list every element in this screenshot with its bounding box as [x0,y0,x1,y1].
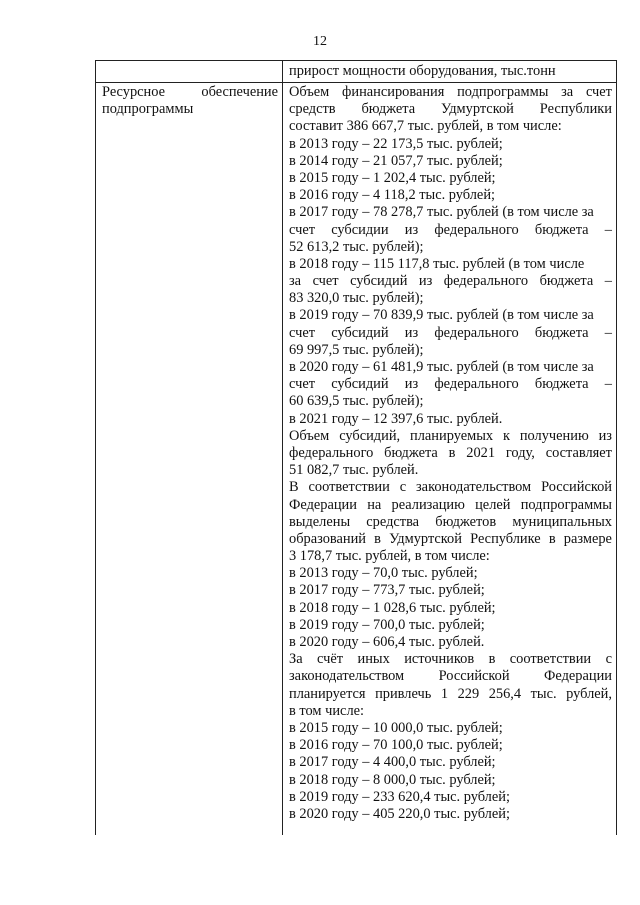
content-word: субсидии [331,221,389,238]
content-word: с [399,479,407,496]
content-word: планируется [289,685,366,702]
row-label-line-2: подпрограммы [102,101,194,118]
content-line [289,497,612,514]
content-line: в 2017 году – 4 400,0 тыс. рублей; [289,754,496,771]
content-line: в 2018 году – 1 028,6 тыс. рублей; [289,599,496,616]
content-line: в 2018 году – 8 000,0 тыс. рублей; [289,771,496,788]
content-word: счет [585,84,612,100]
content-word: 2021 [466,444,496,461]
content-word: году, [505,444,535,461]
content-line [289,84,612,101]
content-word: подпрограммы [520,496,612,513]
content-word: Объем [289,84,330,100]
content-line: 69 997,5 тыс. рублей); [289,341,424,358]
column-divider [282,60,283,835]
content-word: в [448,444,456,461]
content-word: – [604,376,612,393]
content-word: рублей, [566,685,612,702]
content-word: в [488,651,496,668]
content-line [289,668,612,685]
content-word: В [289,479,299,496]
content-word: бюджета [534,376,589,393]
content-word: счет [289,221,316,238]
content-line: в 2020 году – 606,4 тыс. рублей. [289,634,485,650]
content-word: с [605,651,612,668]
content-word: из [404,324,419,341]
content-word: субсидий [350,273,408,290]
content-word: Удмуртской [389,530,462,547]
content-line: 51 082,7 тыс. рублей. [289,462,419,479]
content-word: из [418,273,433,290]
content-word: получению [519,427,589,444]
content-word: иных [357,651,390,668]
content-word: бюджета [539,273,594,290]
content-line: в 2015 году – 1 202,4 тыс. рублей; [289,169,496,186]
content-line: в 2016 году – 4 118,2 тыс. рублей; [289,187,496,204]
content-word: выделены [289,513,351,530]
content-word: за [561,84,574,100]
content-word: в [548,530,556,547]
content-word: Федерации [289,496,357,513]
content-line: в 2019 году – 700,0 тыс. рублей; [289,616,485,633]
content-word: подпрограммы [457,84,549,100]
content-word: законодательством [289,668,405,685]
content-line [289,273,612,290]
content-line [289,222,612,239]
content-word: бюджета [534,221,589,238]
content-word: счет [312,273,339,290]
content-word: федерального [434,221,519,238]
content-line [289,325,612,342]
content-line: в 2020 году – 405 220,0 тыс. рублей; [289,805,510,822]
content-line: 3 178,7 тыс. рублей, в том числе: [289,548,490,565]
content-word: соответствии [308,479,390,496]
content-word: на [367,496,382,513]
content-line [289,531,612,548]
content-line: 83 320,0 тыс. рублей); [289,290,424,307]
previous-row-value: прирост мощности оборудования, тыс.тонн [289,63,556,79]
content-word: финансирования [342,84,445,100]
content-line [289,376,612,393]
content-word: привлечь [375,685,432,702]
content-word: – [604,221,612,238]
content-word: федерального [434,376,519,393]
row-label-word: обеспечение [201,84,278,100]
content-word: счет [289,376,316,393]
content-line: в 2019 году – 233 620,4 тыс. рублей; [289,788,510,805]
content-word: муниципальных [512,513,612,530]
content-word: 256,4 [488,685,522,702]
content-word: За [289,651,303,668]
content-word: средства [366,513,420,530]
row-label [102,84,278,118]
content-word: федерального [443,273,529,290]
content-line: в 2017 году – 773,7 тыс. рублей; [289,582,485,599]
content-word: бюджета [534,324,589,341]
content-line [289,651,612,668]
content-line [289,686,612,703]
content-word: источников [404,651,475,668]
content-word: Российской [541,479,612,496]
row-label-line-1 [102,84,278,101]
content-word: средств [289,101,336,118]
content-line: в 2013 году – 70,0 тыс. рублей; [289,565,478,582]
content-word: законодательством [416,479,532,496]
content-line [289,445,612,462]
row-content [289,84,612,823]
row-divider [96,82,616,83]
content-line: составит 386 667,7 тыс. рублей, в том числе: [289,118,562,135]
content-word: субсидий [331,376,389,393]
content-word: из [598,427,612,444]
content-line: в 2019 году – 70 839,9 тыс. рублей (в том числе за [289,307,594,324]
content-line: 60 639,5 тыс. рублей); [289,393,424,410]
content-word: из [404,221,419,238]
content-word: образований [289,530,366,547]
content-word: планируемых [410,427,494,444]
content-word: субсидий, [339,427,401,444]
content-line [289,101,612,118]
content-word: к [502,427,510,444]
content-word: Объем [289,427,330,444]
content-word: соответствии [509,651,592,668]
content-line: в 2020 году – 61 481,9 тыс. рублей (в том числе за [289,359,594,375]
content-word: субсидий [331,324,389,341]
content-word: 1 [440,685,449,702]
row-label-word: Ресурсное [102,84,165,100]
content-word: из [404,376,419,393]
content-word: Российской [438,668,510,685]
content-word: счёт [317,651,344,668]
content-line: в 2017 году – 78 278,7 тыс. рублей (в том числе за [289,204,594,221]
content-word: реализацию [391,496,465,513]
content-word: тыс. [530,685,557,702]
content-word: Удмуртской [441,101,514,118]
content-word: в [374,530,381,547]
content-word: бюджета [361,101,416,118]
content-word: Федерации [544,668,612,685]
page-number: 12 [313,34,327,49]
content-word: федерального [289,444,374,461]
content-line: в 2014 году – 21 057,7 тыс. рублей; [289,152,503,169]
content-line [289,428,612,445]
content-word: за [289,273,302,290]
content-word: размере [563,530,612,547]
content-line: в 2021 году – 12 397,6 тыс. рублей. [289,410,503,427]
program-table [95,60,617,835]
content-line [289,514,612,531]
content-word: целей [475,496,511,513]
content-word: 229 [457,685,480,702]
content-word: – [604,324,612,341]
content-word: Республики [539,101,612,118]
content-line: в 2015 году – 10 000,0 тыс. рублей; [289,719,503,736]
content-word: бюджета [384,444,438,461]
content-word: Республике [470,530,541,547]
content-word: составляет [545,444,612,461]
content-word: – [604,273,612,290]
content-line: в том числе: [289,702,365,719]
content-line: в 2013 году – 22 173,5 тыс. рублей; [289,135,503,152]
content-word: бюджетов [435,513,497,530]
content-line [289,479,612,496]
table-top-border [96,60,616,61]
content-word: счет [289,324,316,341]
content-word: федерального [434,324,519,341]
content-line: 52 613,2 тыс. рублей); [289,238,424,255]
content-line: в 2018 году – 115 117,8 тыс. рублей (в том числе [289,255,585,272]
content-line: в 2016 году – 70 100,0 тыс. рублей; [289,737,503,754]
